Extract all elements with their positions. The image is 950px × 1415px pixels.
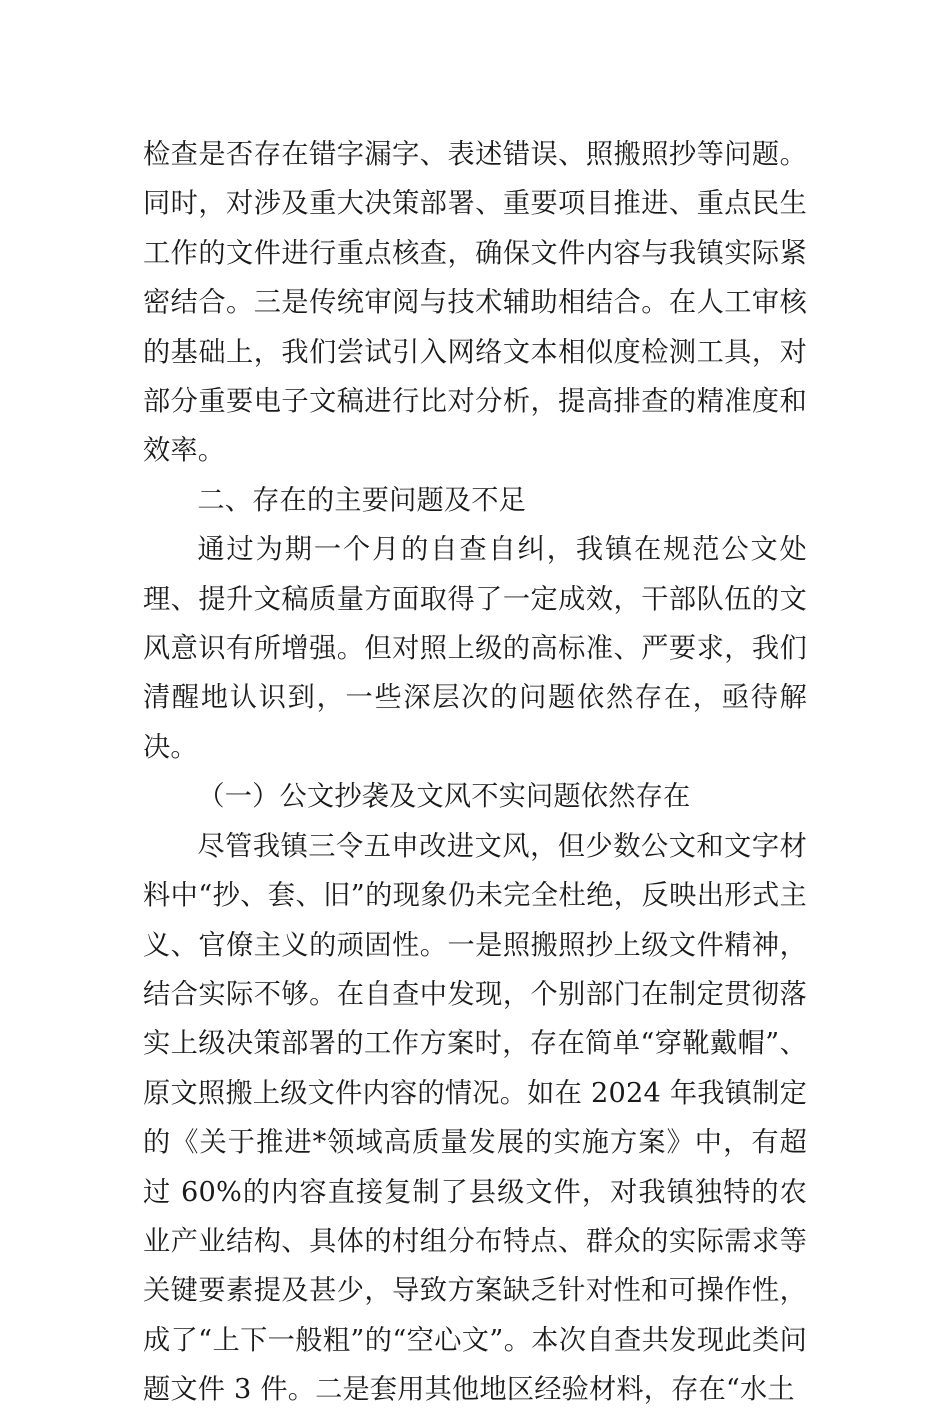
paragraph-plagiarism-details: 尽管我镇三令五申改进文风，但少数公文和文字材料中“抄、套、旧”的现象仍未完全杜绝，反映出形式主义、官僚主义的顽固性。一是照搬照抄上级文件精神，结合实际不够。在自查中发现，个别部门在制定贯彻落实上级决策部署的工作方案时，存在简单“穿靴戴帽”、原文照搬上级文件内容的情况。如在 2024 年我镇制定的《关于推进*领域高质量发展的实施方案》中，有超过 60%的内容直接复制了县级文件，对我镇独特的农业产业结构、具体的村组分布特点、群众的实际需求等关键要素提及甚少，导致方案缺乏针对性和可操作性，成了“上下一般粗”的“空心文”。本次自查共发现此类问题文件 3 件。二是套用其他地区经验材料，存在“水土 [143,830,807,1406]
section-heading-problems: 二、存在的主要问题及不足 [197,484,527,516]
paragraph-review-methods: 检查是否存在错字漏字、表述错误、照搬照抄等问题。同时，对涉及重大决策部署、重要项目推进、重点民生工作的文件进行重点核查，确保文件内容与我镇实际紧密结合。三是传统审阅与技术辅助相结合。在人工审核的基础上，我们尝试引入网络文本相似度检测工具，对部分重要电子文稿进行比对分析，提高排查的精准度和效率。 [143,139,807,467]
subsection-heading-plagiarism: （一）公文抄袭及文风不实问题依然存在 [197,781,691,813]
document-page [143,130,807,1415]
paragraph-summary: 通过为期一个月的自查自纠，我镇在规范公文处理、提升文稿质量方面取得了一定成效，干部队伍的文风意识有所增强。但对照上级的高标准、严要求，我们清醒地认识到，一些深层次的问题依然存在，亟待解决。 [143,534,807,763]
